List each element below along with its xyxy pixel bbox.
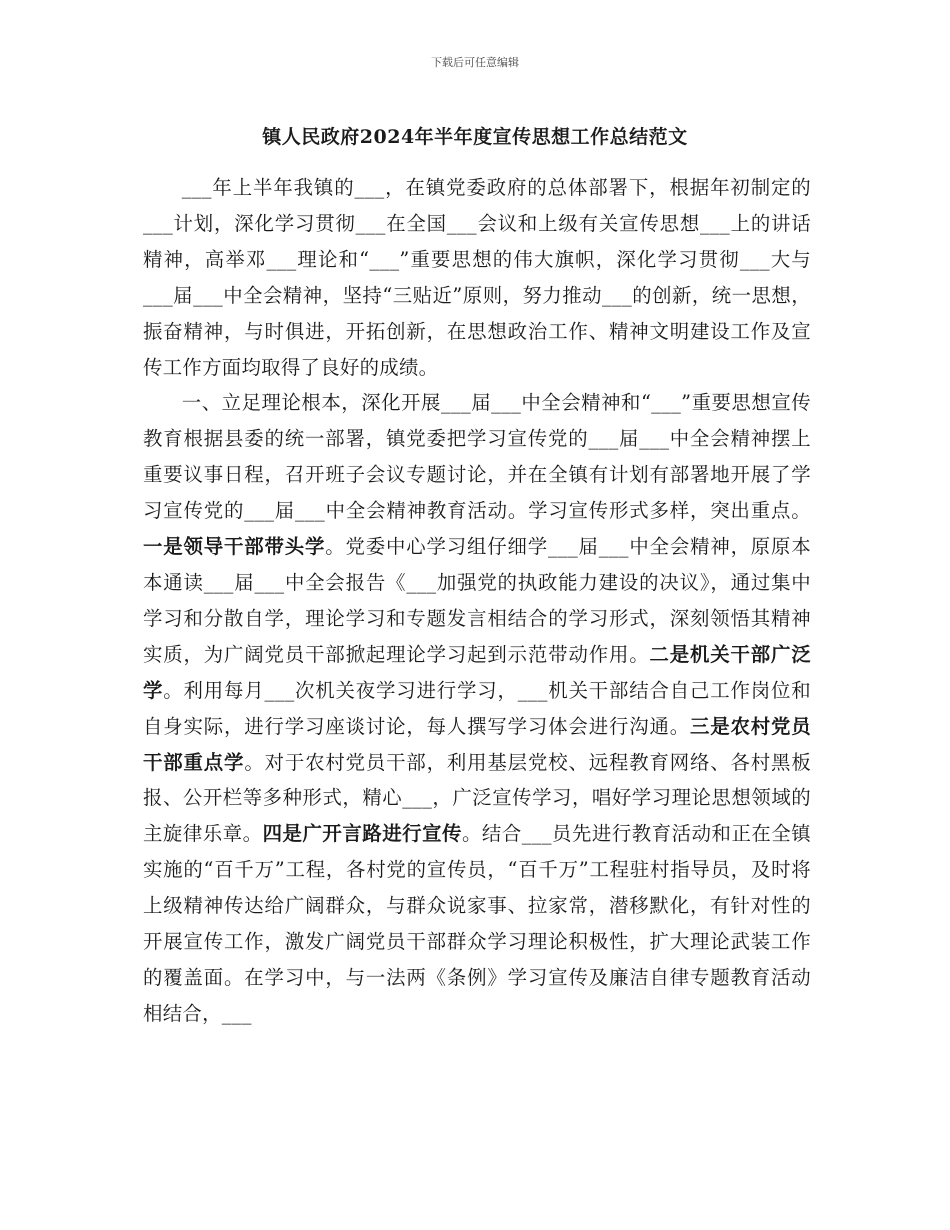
paragraph-section-one bbox=[143, 385, 811, 1031]
page-header-note: 下载后可任意编辑 bbox=[431, 56, 519, 69]
bold-subheading-3: 三是农村党员干部重点学 bbox=[143, 714, 811, 774]
paragraph-segment: 。党委中心学习组仔细学___届___中全会精神，原原本本通读___届___中全会报告《___加强党的执政能力建设的决议》，通过集中学习和分散自学，理论学习和专题发言相结合的学习形式，深刻领悟其精神实质，为广阔党员干部掀起理论学习起到示范带动作用。 bbox=[143, 535, 811, 666]
paragraph-segment: 。利用每月___次机关夜学习进行学习，___机关干部结合自己工作岗位和自身实际，进行学习座谈讨论，每人撰写学习体会进行沟通。 bbox=[143, 678, 811, 738]
paragraph-intro bbox=[143, 170, 811, 385]
paragraph-segment: 。对于农村党员干部，利用基层党校、远程教育网络、各村黑板报、公开栏等多种形式，精心___，广泛宣传学习，唱好学习理论思想领域的主旋律乐章。 bbox=[143, 750, 812, 846]
paragraph-segment: 。结合___员先进行教育活动和正在全镇实施的“百千万”工程，各村党的宣传员，“百千万”工程驻村指导员，及时将上级精神传达给广阔群众，与群众说家事、拉家常，潜移默化，有针对性的开展宣传工作，激发广阔党员干部群众学习理论积极性，扩大理论武装工作的覆盖面。在学习中，与一法两《条例》学习宣传及廉洁自律专题教育活动相结合，___ bbox=[143, 822, 811, 1025]
paragraph-segment: 一、立足理论根本，深化开展___届___中全会精神和“___”重要思想宣传教育根据县委的统一部署，镇党委把学习宣传党的___届___中全会精神摆上重要议事日程，召开班子会议专题讨论，并在全镇有计划有部署地开展了学习宣传党的___届___中全会精神教育活动。学习宣传形式多样，突出重点。 bbox=[143, 391, 811, 523]
paragraph-segment: ___年上半年我镇的___，在镇党委政府的总体部署下，根据年初制定的___计划，深化学习贯彻___在全国___会议和上级有关宣传思想___上的讲话精神，高举邓___理论和“___”重要思想的伟大旗帜，深化学习贯彻___大与___届___中全会精神，坚持“三贴近”原则，努力推动___的创新，统一思想，振奋精神，与时俱进，开拓创新，在思想政治工作、精神文明建设工作及宣传工作方面均取得了良好的成绩。 bbox=[143, 176, 811, 379]
bold-subheading-2: 二是机关干部广泛学 bbox=[143, 642, 812, 702]
bold-subheading-1: 一是领导干部带头学 bbox=[143, 535, 326, 559]
document-body bbox=[143, 170, 811, 1032]
bold-subheading-4: 四是广开言路进行宣传 bbox=[262, 822, 462, 846]
document-title: 镇人民政府2024年半年度宣传思想工作总结范文 bbox=[262, 126, 688, 148]
